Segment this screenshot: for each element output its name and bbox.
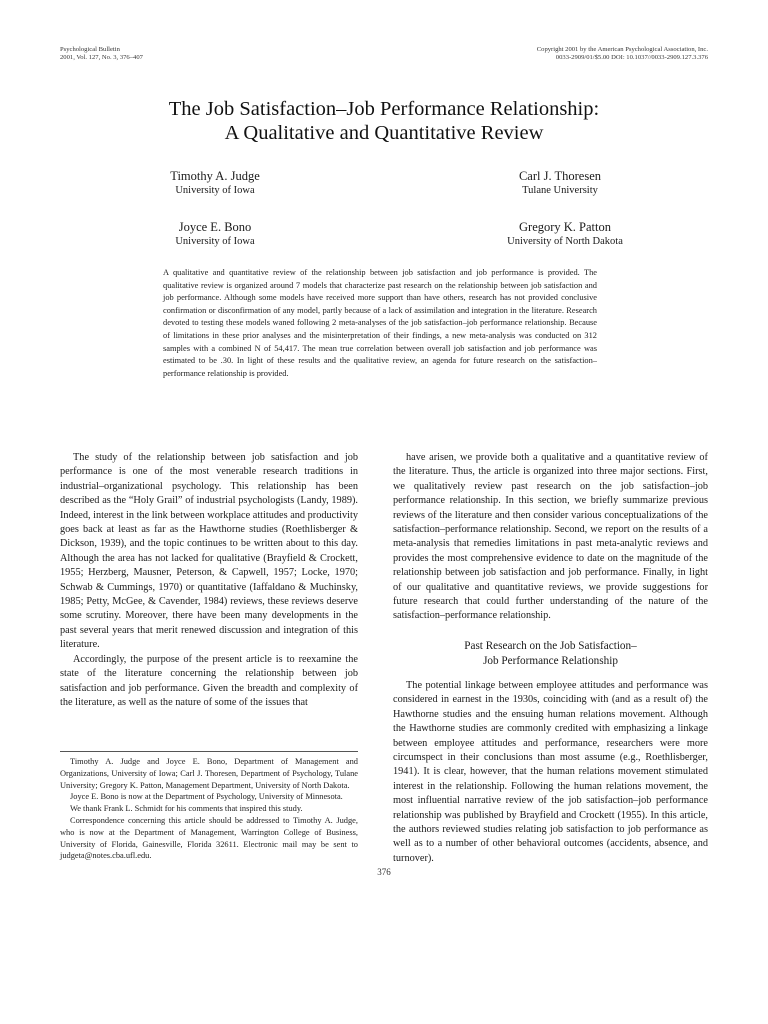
author-affiliation: University of North Dakota [507,236,623,247]
body-paragraph: The study of the relationship between job satisfaction and job performance is one of the most venerable research traditions in industrial–organizational psychology. This relationship has been described as the “Holy Grail” of industrial psychologists (Landy, 1989). Indeed, interest in the link between workplace attitudes and productivity goes back at least as far as the Hawthorne studies (Roethlisberger & Dickson, 1939), and the topic continues to be written about to this day. Although the area has not lacked for qualitative (Brayfield & Crockett, 1955; Herzberg, Mausner, Peterson, & Capwell, 1957; Locke, 1970; Schwab & Cummings, 1970) or quantitative (Iaffaldano & Muchinsky, 1985; Petty, McGee, & Cavender, 1984) reviews, these reviews deserve some scrutiny. Moreover, there have been many developments in the past several years that merit renewed discussion and integration of this literature. [60,452,358,651]
author-name: Gregory K. Patton [519,220,611,234]
body-paragraph: have arisen, we provide both a qualitative and a quantitative review of the literature. Thus, the article is organized into three major sections. First, we qualitatively review past research on the job satisfaction–job performance relationship. In this section, we briefly summarize previous reviews of the literature and then consider various conceptualizations of the satisfaction–performance relationship. Second, we report on the results of a meta-analysis that remedies limitations in past meta-analytic reviews and provides the most comprehensive evidence to date on the magnitude of the relationship between job satisfaction and job performance. Finally, in light of our qualitative and quantitative reviews, we provide suggestions for future research that could further understanding of the nature of the satisfaction–performance relationship. [393,452,708,622]
author-affiliation: Tulane University [522,185,598,196]
journal-name: Psychological Bulletin [60,46,120,53]
body-column-right [393,451,708,866]
section-heading-line-1: Past Research on the Job Satisfaction– [464,639,637,652]
author-affiliation: University of Iowa [175,236,255,247]
title-line-2: A Qualitative and Quantitative Review [224,122,544,144]
author-block [150,169,280,197]
abstract: A qualitative and quantitative review of the relationship between job satisfaction and job performance is provided. The qualitative review is organized around 7 models that characterize past research on the relationship between job satisfaction and job performance. Although some models have received more support than have others, research has not provided conclusive confirmation or disconfirmation of any model, partly because of a lack of assimilation and integration in the literature. Research devoted to testing these models waned following 2 meta-analyses of the job satisfaction–job performance relationship. Because of limitations in these prior analyses and the misinterpretation of their findings, a new meta-analysis was conducted on 312 samples with a combined N of 54,417. The mean true correlation between overall job satisfaction and job performance was estimated to be .30. In light of these results and the qualitative review, an agenda for future research on the satisfaction–performance relationship is provided. [163,268,597,378]
article-title [60,97,708,145]
author-block [450,220,680,248]
author-block [150,220,280,248]
footnote-paragraph: Joyce E. Bono is now at the Department of Psychology, University of Minnesota. [70,792,343,802]
footnote-divider [60,751,358,752]
footnote-paragraph: Correspondence concerning this article should be addressed to Timothy A. Judge, who is now at the Department of Management, Warrington College of Business, University of Florida, Gainesville, Florida 32611. Electronic mail may be sent to judgeta@notes.cba.ufl.edu. [60,815,358,861]
body-column-left [60,451,358,710]
journal-volume: 2001, Vol. 127, No. 3, 376–407 [60,54,143,61]
section-heading [393,639,708,669]
page-number: 376 [377,867,391,877]
section-heading-line-2: Job Performance Relationship [483,654,618,667]
journal-header [60,46,143,62]
title-line-1: The Job Satisfaction–Job Performance Relationship: [168,98,600,120]
copyright-header [537,46,708,62]
author-note [60,756,358,862]
copyright-line: Copyright 2001 by the American Psychological Association, Inc. [536,46,708,53]
author-affiliation: University of Iowa [175,185,255,196]
body-paragraph: The potential linkage between employee attitudes and performance was considered in earnest in the 1930s, coinciding with (and as a result of) the Hawthorne studies and the ensuing human relations movement. Although the Hawthorne studies are commonly credited with emphasizing a linkage between employee attitudes and performance, researchers were more circumspect in their conclusions than most assume (e.g., Roethlisberger, 1941). It is clear, however, that the human relations movement stimulated interest in the relationship. Following the human relations movement, the most influential narrative review of the job satisfaction–job performance relationship was published by Brayfield and Crockett (1955). In this article, the authors reviewed studies relating job satisfaction to job performance as well as to a number of other behavioral outcomes (accidents, absence, and turnover). [393,679,708,864]
footnote-paragraph: We thank Frank L. Schmidt for his comments that inspired this study. [70,804,303,814]
doi-line: 0033-2909/01/$5.00 DOI: 10.1037//0033-2909.127.3.376 [555,54,708,61]
author-name: Carl J. Thoresen [518,169,602,183]
author-name: Joyce E. Bono [178,220,252,234]
author-block [460,169,660,197]
body-paragraph: Accordingly, the purpose of the present article is to reexamine the state of the literature concerning the relationship between job satisfaction and job performance. Given the breadth and complexity of the literature, as well as the nature of some of the issues that [60,653,358,708]
footnote-paragraph: Timothy A. Judge and Joyce E. Bono, Department of Management and Organizations, University of Iowa; Carl J. Thoresen, Department of Psychology, Tulane University; Gregory K. Patton, Management Department, University of North Dakota. [60,757,358,790]
author-name: Timothy A. Judge [170,169,260,183]
